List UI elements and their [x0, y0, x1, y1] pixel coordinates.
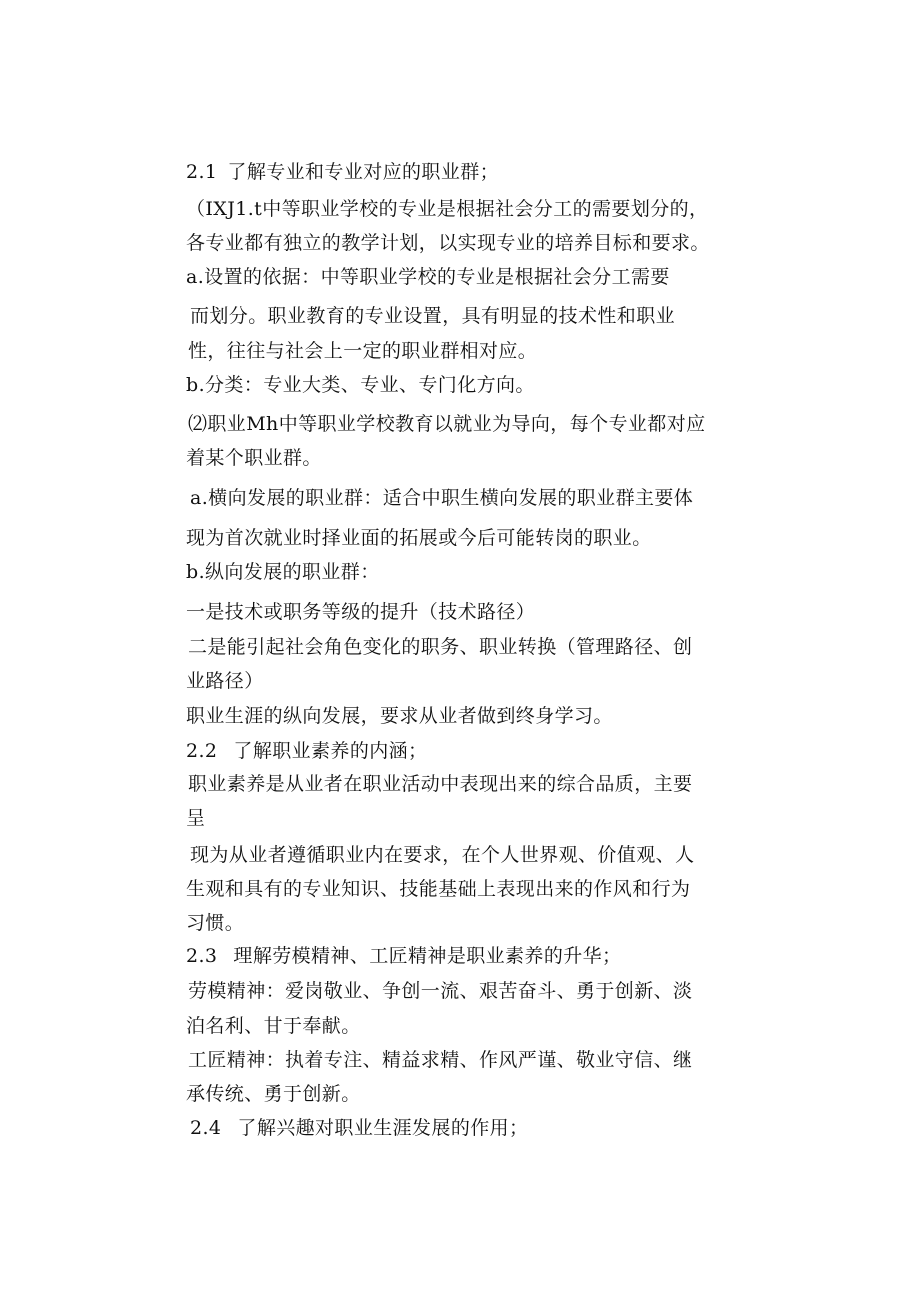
heading-text: 了解职业素养的内涵；	[233, 740, 428, 762]
heading-number: 2.3	[186, 945, 218, 967]
heading-2-4	[190, 1116, 528, 1140]
paragraph-line: （IXJ1.t中等职业学校的专业是根据社会分工的需要划分的，	[186, 198, 709, 220]
paragraph-line: 着某个职业群。	[186, 447, 322, 469]
heading-number: 2.1	[186, 161, 218, 183]
paragraph-line: 泊名利、甘于奉献。	[186, 1015, 361, 1037]
paragraph-line: 现为从业者遵循职业内在要求，在个人世界观、价值观、人	[190, 844, 695, 866]
paragraph-line: 一是技术或职务等级的提升（技术路径）	[186, 601, 536, 623]
paragraph-line: 各专业都有独立的教学计划，以实现专业的培养目标和要求。	[186, 232, 710, 254]
paragraph-line: a.横向发展的职业群：适合中职生横向发展的职业群主要体	[190, 487, 694, 509]
paragraph-line: 职业素养是从业者在职业活动中表现出来的综合品质，主要	[188, 773, 693, 795]
heading-text: 了解兴趣对职业生涯发展的作用；	[237, 1117, 529, 1139]
paragraph-line: 职业生涯的纵向发展，要求从业者做到终身学习。	[186, 705, 613, 727]
paragraph-line: 工匠精神：执着专注、精益求精、作风严谨、敬业守信、继	[188, 1049, 693, 1071]
paragraph-line: 二是能引起社会角色变化的职务、职业转换（管理路径、创	[188, 636, 693, 658]
heading-number: 2.4	[190, 1117, 222, 1139]
paragraph-line: a.设置的依据：中等职业学校的专业是根据社会分工需要	[186, 266, 670, 288]
paragraph-line: 呈	[186, 807, 206, 829]
heading-2-3	[186, 944, 621, 968]
paragraph-line: 生观和具有的专业知识、技能基础上表现出来的作风和行为	[186, 878, 691, 900]
paragraph-line: b.分类：专业大类、专业、专门化方向。	[186, 374, 535, 396]
heading-2-2	[186, 739, 427, 763]
paragraph-line: 业路径）	[186, 670, 264, 692]
paragraph-line: 习惯。	[186, 912, 245, 934]
heading-text: 理解劳模精神、工匠精神是职业素养的升华；	[233, 945, 622, 967]
heading-number: 2.2	[186, 740, 218, 762]
paragraph-line: 劳模精神：爱岗敬业、争创一流、艰苦奋斗、勇于创新、淡	[188, 980, 693, 1002]
paragraph-line: 承传统、勇于创新。	[186, 1083, 361, 1105]
heading-2-1	[186, 160, 499, 184]
paragraph-line: 现为首次就业时择业面的拓展或今后可能转岗的职业。	[186, 527, 652, 549]
paragraph-line: b.纵向发展的职业群：	[186, 561, 380, 583]
paragraph-line: ⑵职业Mh中等职业学校教育以就业为导向，每个专业都对应	[188, 413, 706, 435]
paragraph-line: 性，往往与社会上一定的职业群相对应。	[188, 340, 538, 362]
paragraph-line: 而划分。职业教育的专业设置，具有明显的技术性和职业	[190, 305, 676, 327]
heading-text: 了解专业和专业对应的职业群；	[227, 161, 500, 183]
